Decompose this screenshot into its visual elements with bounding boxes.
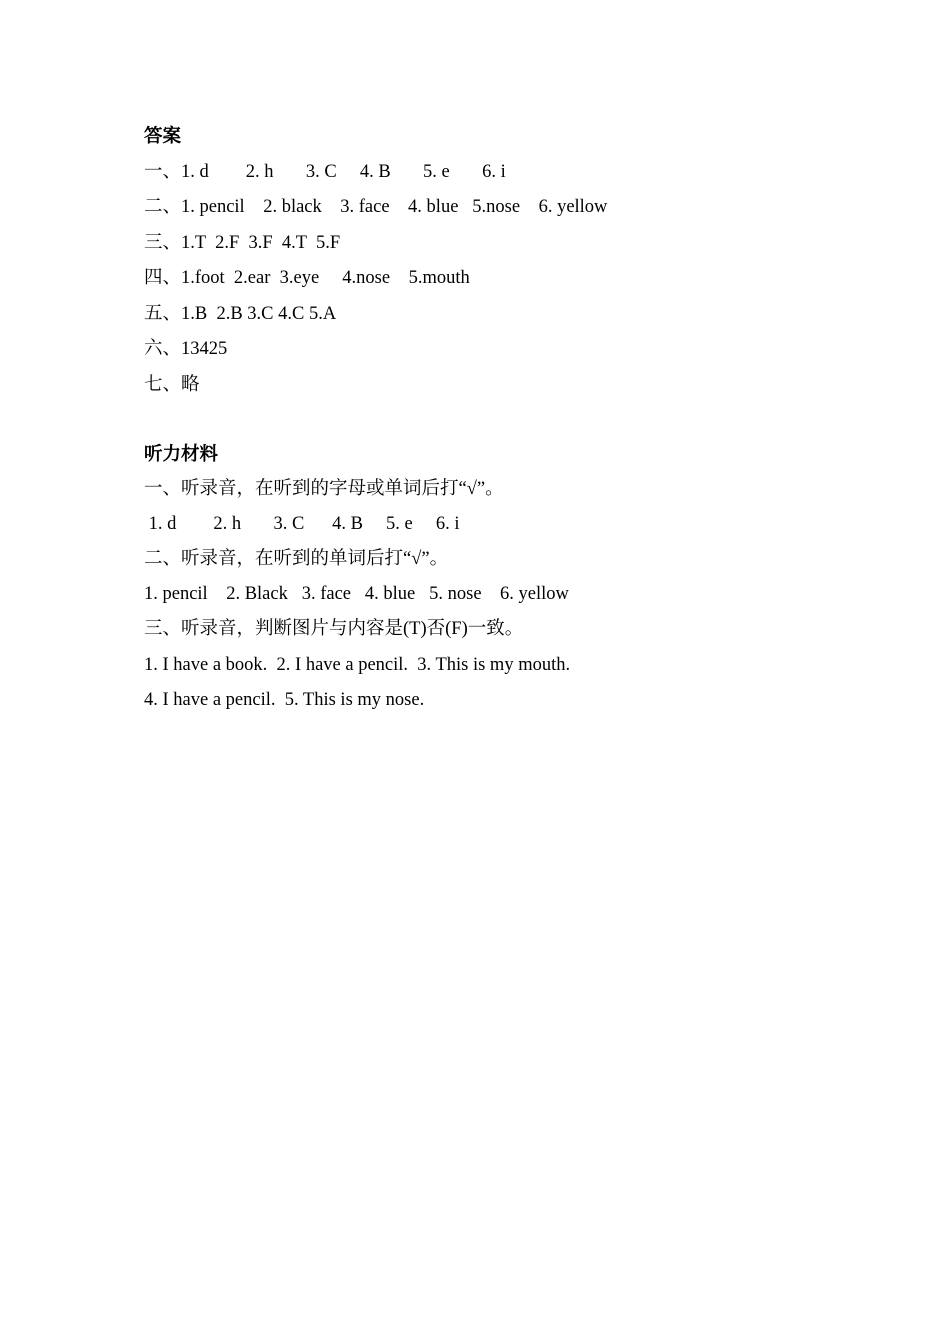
answer-line-2: 二、1. pencil 2. black 3. face 4. blue 5.nose 6. yellow <box>144 197 608 217</box>
listening-line-5: 三、听录音，判断图片与内容是(T)否(F)一致。 <box>144 619 524 639</box>
answer-line-1: 一、1. d 2. h 3. C 4. B 5. e 6. i <box>144 162 506 182</box>
listening-line-6: 1. I have a book. 2. I have a pencil. 3. This is my mouth. <box>144 655 571 675</box>
listening-line-1: 一、听录音，在听到的字母或单词后打“√”。 <box>144 479 504 499</box>
answer-line-4: 四、1.foot 2.ear 3.eye 4.nose 5.mouth <box>144 268 470 288</box>
listening-line-7: 4. I have a pencil. 5. This is my nose. <box>144 690 425 710</box>
listening-heading: 听力材料 <box>144 445 219 465</box>
listening-line-3: 二、听录音，在听到的单词后打“√”。 <box>144 549 449 569</box>
listening-line-2: 1. d 2. h 3. C 4. B 5. e 6. i <box>144 514 460 534</box>
answer-line-7: 七、略 <box>144 375 200 395</box>
answer-line-5: 五、1.B 2.B 3.C 4.C 5.A <box>144 304 337 324</box>
listening-line-4: 1. pencil 2. Black 3. face 4. blue 5. nose 6. yellow <box>144 584 569 604</box>
answers-heading: 答案 <box>144 127 182 147</box>
answer-line-6: 六、13425 <box>144 339 228 359</box>
answer-line-3: 三、1.T 2.F 3.F 4.T 5.F <box>144 233 341 253</box>
